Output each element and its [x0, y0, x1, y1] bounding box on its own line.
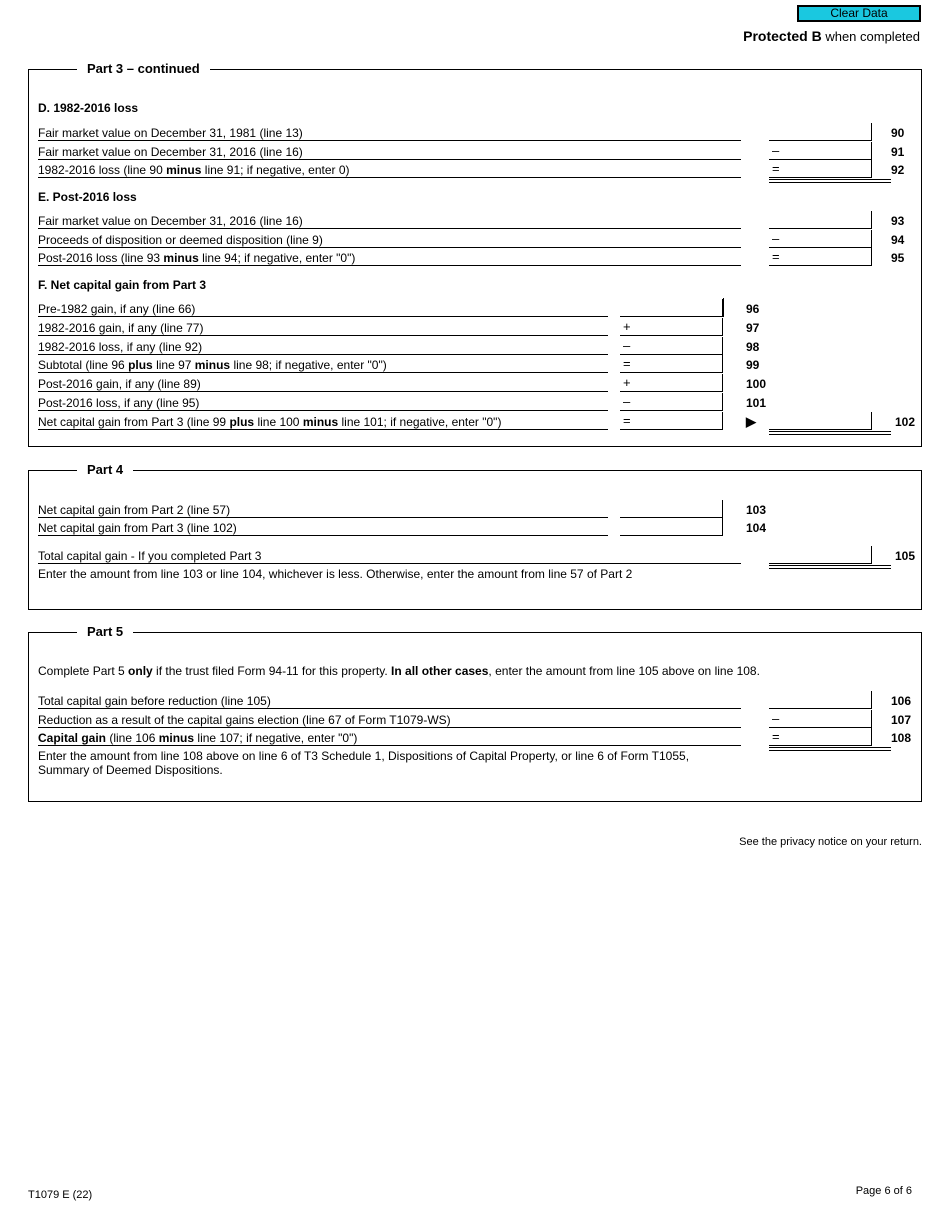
form-row-line-98 — [38, 337, 608, 355]
form-row-line-99 — [38, 355, 608, 373]
part5-note-line1: Enter the amount from line 108 above on line 6 of T3 Schedule 1, Dispositions of Capital Property, or line 6 of Form T1055, — [38, 749, 690, 763]
form-row-line-108 — [38, 728, 741, 746]
line-number-106: 106 — [891, 694, 912, 708]
line-number-100: 100 — [746, 377, 767, 391]
line-number-97: 97 — [746, 321, 760, 335]
line-number-101: 101 — [746, 396, 767, 410]
amount-field-line-106[interactable] — [769, 691, 872, 709]
form-row-line-96 — [38, 299, 608, 317]
row-label-line-108: Capital gain (line 106 minus line 107; if negative, enter "0") — [38, 731, 358, 745]
form-identifier: T1079 E (22) — [28, 1189, 93, 1201]
row-underline — [38, 372, 608, 373]
row-label-line-91: Fair market value on December 31, 2016 (line 16) — [38, 145, 303, 159]
amount-field-line-105[interactable] — [769, 546, 872, 564]
part5-title: Part 5 — [77, 624, 133, 640]
line-number-104: 104 — [746, 521, 767, 535]
protected-b-notice — [743, 28, 920, 44]
double-underline-92 — [769, 179, 891, 183]
row-label-line-97: 1982-2016 gain, if any (line 77) — [38, 321, 204, 335]
amount-field-line-102-a — [620, 412, 723, 430]
line-number-93: 93 — [891, 214, 905, 228]
amount-field-line-96[interactable] — [620, 299, 723, 317]
page-number: Page 6 of 6 — [855, 1185, 912, 1197]
row-underline — [38, 140, 741, 141]
form-row-line-91 — [38, 142, 741, 160]
row-label-line-107: Reduction as a result of the capital gains election (line 67 of Form T1079-WS) — [38, 713, 451, 727]
amount-field-line-107[interactable] — [769, 710, 872, 728]
row-underline — [38, 535, 608, 536]
arrow-icon: ▶ — [746, 414, 756, 429]
protected-b-suffix: when completed — [821, 29, 920, 44]
form-row-line-94 — [38, 230, 741, 248]
line-number-103: 103 — [746, 503, 767, 517]
form-row-line-105 — [38, 546, 741, 564]
line-number-98: 98 — [746, 340, 760, 354]
form-row-line-106 — [38, 691, 741, 709]
form-row-line-93 — [38, 211, 741, 229]
row-underline — [38, 410, 608, 411]
row-underline — [38, 316, 608, 317]
operator-95: = — [772, 249, 780, 264]
part3-title: Part 3 – continued — [77, 61, 210, 77]
operator-100: + — [623, 375, 631, 390]
row-label-line-106: Total capital gain before reduction (line 105) — [38, 694, 271, 708]
operator-107: – — [772, 711, 780, 726]
row-label-line-103: Net capital gain from Part 2 (line 57) — [38, 503, 231, 517]
amount-field-line-94[interactable] — [769, 230, 872, 248]
row-underline — [38, 177, 741, 178]
row-underline — [38, 228, 741, 229]
operator-98: – — [623, 338, 631, 353]
form-row-line-103 — [38, 500, 608, 518]
double-underline-105 — [769, 565, 891, 569]
row-label-line-102: Net capital gain from Part 3 (line 99 plus line 100 minus line 101; if negative, enter "0") — [38, 415, 502, 429]
double-underline-108 — [769, 747, 891, 751]
row-underline — [38, 265, 741, 266]
line-number-94: 94 — [891, 233, 905, 247]
amount-field-line-97[interactable] — [620, 318, 723, 336]
form-row-line-102 — [38, 412, 608, 430]
row-label-line-96: Pre-1982 gain, if any (line 66) — [38, 302, 196, 316]
double-underline-102 — [769, 431, 891, 435]
part5-section — [28, 624, 922, 802]
privacy-notice: See the privacy notice on your return. — [739, 836, 922, 848]
row-label-line-94: Proceeds of disposition or deemed disposition (line 9) — [38, 233, 323, 247]
row-label-line-98: 1982-2016 loss, if any (line 92) — [38, 340, 203, 354]
operator-91: – — [772, 143, 780, 158]
form-row-line-97 — [38, 318, 608, 336]
amount-field-line-103[interactable] — [620, 500, 723, 518]
row-label-line-105: Total capital gain - If you completed Part 3 — [38, 549, 262, 563]
amount-field-line-90[interactable] — [769, 123, 872, 141]
amount-field-line-104[interactable] — [620, 518, 723, 536]
amount-field-line-99[interactable] — [620, 355, 723, 373]
line-number-96: 96 — [746, 302, 760, 316]
line-number-95: 95 — [891, 251, 905, 265]
part4-section — [28, 462, 922, 610]
part3-section — [28, 61, 922, 447]
operator-92: = — [772, 161, 780, 176]
amount-field-line-100[interactable] — [620, 374, 723, 392]
row-underline — [38, 335, 608, 336]
operator-108: = — [772, 729, 780, 744]
line-number-92: 92 — [891, 163, 905, 177]
row-label-line-95: Post-2016 loss (line 93 minus line 94; if negative, enter "0") — [38, 251, 356, 265]
form-row-line-107 — [38, 710, 741, 728]
protected-b-label: Protected B — [743, 28, 822, 44]
amount-field-line-101[interactable] — [620, 393, 723, 411]
line-number-102: 102 — [895, 415, 916, 429]
form-row-line-95 — [38, 248, 741, 266]
part4-title: Part 4 — [77, 462, 133, 478]
section-e-heading: E. Post-2016 loss — [38, 190, 137, 204]
column-divider — [723, 298, 724, 317]
form-row-line-100 — [38, 374, 608, 392]
row-underline — [38, 745, 741, 746]
amount-field-line-93[interactable] — [769, 211, 872, 229]
operator-99: = — [623, 356, 631, 371]
form-row-line-101 — [38, 393, 608, 411]
row-underline — [38, 563, 741, 564]
row-label-line-104: Net capital gain from Part 3 (line 102) — [38, 521, 237, 535]
row-label-line-101: Post-2016 loss, if any (line 95) — [38, 396, 200, 410]
row-label-line-100: Post-2016 gain, if any (line 89) — [38, 377, 201, 391]
form-row-line-104 — [38, 518, 608, 536]
amount-field-line-108[interactable] — [769, 728, 872, 746]
part4-note: Enter the amount from line 103 or line 104, whichever is less. Otherwise, enter the amount from line 57 of Part 2 — [38, 567, 633, 581]
line-number-91: 91 — [891, 145, 905, 159]
part5-note-line2: Summary of Deemed Dispositions. — [38, 763, 223, 777]
line-number-99: 99 — [746, 358, 760, 372]
section-d-heading: D. 1982-2016 loss — [38, 101, 139, 115]
form-row-line-92 — [38, 160, 741, 178]
operator-101: – — [623, 394, 631, 409]
amount-field-line-91[interactable] — [769, 142, 872, 160]
amount-field-line-102[interactable] — [769, 412, 872, 430]
line-number-105: 105 — [895, 549, 916, 563]
form-row-line-90 — [38, 123, 741, 141]
row-underline — [38, 708, 741, 709]
line-number-108: 108 — [891, 731, 912, 745]
row-underline — [38, 391, 608, 392]
section-f-heading: F. Net capital gain from Part 3 — [38, 278, 207, 292]
row-underline — [38, 429, 608, 430]
row-label-line-90: Fair market value on December 31, 1981 (line 13) — [38, 126, 303, 140]
amount-field-line-95[interactable] — [769, 248, 872, 266]
amount-field-line-92[interactable] — [769, 160, 872, 178]
operator-102: = — [623, 413, 631, 428]
row-label-line-99: Subtotal (line 96 plus line 97 minus line 98; if negative, enter "0") — [38, 358, 387, 372]
amount-field-line-98[interactable] — [620, 337, 723, 355]
line-number-90: 90 — [891, 126, 905, 140]
operator-97: + — [623, 319, 631, 334]
operator-94: – — [772, 231, 780, 246]
clear-data-button[interactable]: Clear Data — [797, 5, 921, 22]
part5-intro: Complete Part 5 only if the trust filed Form 94-11 for this property. In all other cases, enter the amount from line 105 above on line 108. — [38, 664, 760, 678]
line-number-107: 107 — [891, 713, 912, 727]
row-label-line-92: 1982-2016 loss (line 90 minus line 91; if negative, enter 0) — [38, 163, 350, 177]
row-label-line-93: Fair market value on December 31, 2016 (line 16) — [38, 214, 303, 228]
